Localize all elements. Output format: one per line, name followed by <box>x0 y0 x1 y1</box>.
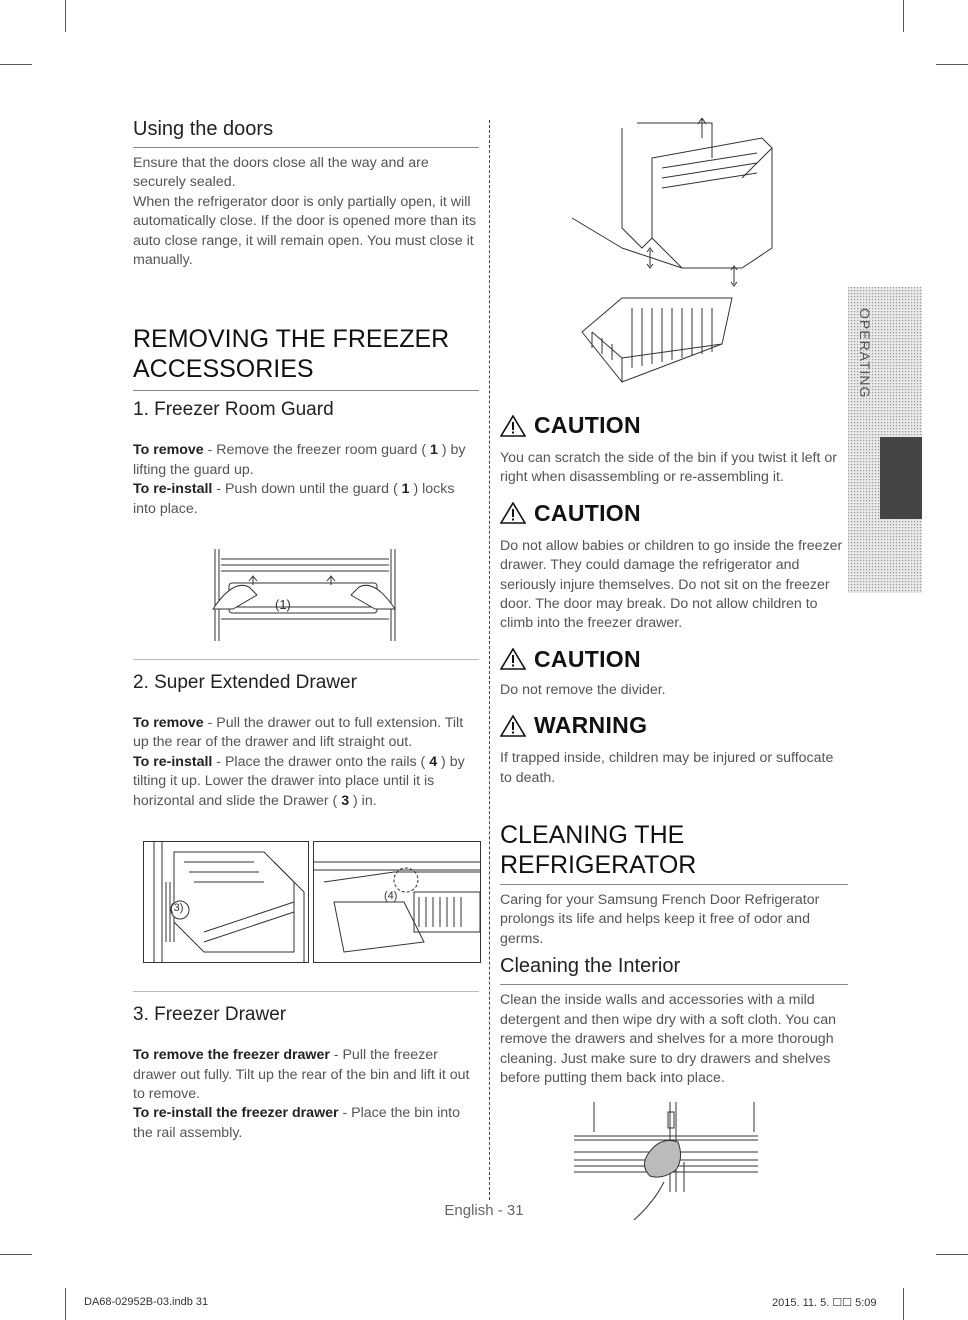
crop-mark <box>65 0 66 32</box>
freezer-room-guard-title: 1. Freezer Room Guard <box>133 399 334 421</box>
freezer-drawer-title: 3. Freezer Drawer <box>133 1004 287 1026</box>
crop-mark <box>936 64 968 65</box>
guard-install-text: To re-install - Push down until the guard ( 1 ) locks into place. <box>133 481 455 517</box>
caution-text-3: Do not remove the divider. <box>500 681 666 698</box>
warning-triangle-icon <box>500 415 526 437</box>
cleaning-interior-text: Clean the inside walls and accessories with a mild detergent and then wipe dry with a soft cloth. You can remove the drawers and shelves for a more thorough cleaning. Just make sure to dry drawers and shelves before putting them back into place. <box>500 992 836 1086</box>
crop-mark <box>903 1288 904 1320</box>
caution-text-2: Do not allow babies or children to go inside the freezer drawer. They could damage the refrigerator and seriously injure themselves. Do not sit on the freezer door. The door may break. Do not allow children to climb into the freezer drawer. <box>500 537 843 632</box>
cleaning-intro: Caring for your Samsung French Door Refrigerator prolongs its life and helps keep it free of odor and germs. <box>500 892 820 947</box>
super-extended-drawer-title: 2. Super Extended Drawer <box>133 672 357 694</box>
using-doors-p2: When the refrigerator door is only partially open, it will automatically close. If the door is opened more than its auto close range, it will remain open. You must close it manually. <box>133 193 477 269</box>
warning-triangle-icon <box>500 502 526 524</box>
caution-text-1: You can scratch the side of the bin if you twist it left or right when disassembling or re-assembling it. <box>500 450 838 486</box>
crop-mark <box>0 1254 32 1255</box>
drawer-figures <box>143 841 481 963</box>
footer-file: DA68-02952B-03.indb 31 <box>84 1296 209 1308</box>
caution-heading-2: CAUTION <box>500 500 848 527</box>
drawer-figure-left <box>143 841 309 963</box>
warning-triangle-icon <box>500 715 526 737</box>
guard-figure <box>209 549 399 641</box>
drawer-install-text: To re-install - Place the drawer onto the rails ( 4 ) by tilting it up. Lower the drawer into place until it is horizontal and slide the Drawer ( 3 ) in. <box>133 753 465 809</box>
guard-callout-1: (1) <box>275 597 291 613</box>
cleaning-title-1: CLEANING THE <box>500 821 685 850</box>
crop-mark <box>936 1254 968 1255</box>
freezer-bin-figure <box>562 118 798 402</box>
cleaning-title-2: REFRIGERATOR <box>500 851 697 880</box>
page-number: English - 31 <box>444 1202 524 1219</box>
operating-side-tab <box>848 287 922 593</box>
guard-remove-text: To remove - Remove the freezer room guard ( 1 ) by lifting the guard up. <box>133 442 466 478</box>
crop-mark <box>903 0 904 32</box>
cleaning-interior-title: Cleaning the Interior <box>500 955 681 978</box>
removing-title-1: REMOVING THE FREEZER <box>133 325 450 354</box>
drawer-callout-3: (3) <box>170 902 184 915</box>
freezer-drawer-remove-text: To remove the freezer drawer - Pull the freezer drawer out fully. Tilt up the rear of the bin and lift it out to remove. <box>133 1047 470 1102</box>
drawer-remove-text: To remove - Pull the drawer out to full extension. Tilt up the rear of the drawer and lift straight out. <box>133 715 464 751</box>
crop-mark <box>0 64 32 65</box>
caution-heading-3: CAUTION <box>500 646 848 673</box>
drawer-figure-right <box>313 841 481 963</box>
crop-mark <box>65 1288 66 1320</box>
warning-heading: WARNING <box>500 712 848 739</box>
column-divider <box>489 120 490 1200</box>
side-tab-label: OPERATING <box>857 307 873 399</box>
footer-date: 2015. 11. 5. ☐☐ 5:09 <box>772 1297 877 1309</box>
warning-triangle-icon <box>500 648 526 670</box>
right-column <box>500 118 848 1220</box>
removing-title-2: ACCESSORIES <box>133 355 314 384</box>
freezer-drawer-install-text: To re-install the freezer drawer - Place the bin into the rail assembly. <box>133 1105 460 1141</box>
left-column <box>133 118 479 1143</box>
using-doors-title: Using the doors <box>133 118 274 140</box>
drawer-callout-4: (4) <box>384 890 398 903</box>
using-doors-p1: Ensure that the doors close all the way and are securely sealed. <box>133 155 429 191</box>
caution-heading-1: CAUTION <box>500 412 848 439</box>
warning-text: If trapped inside, children may be injured or suffocate to death. <box>500 750 834 786</box>
